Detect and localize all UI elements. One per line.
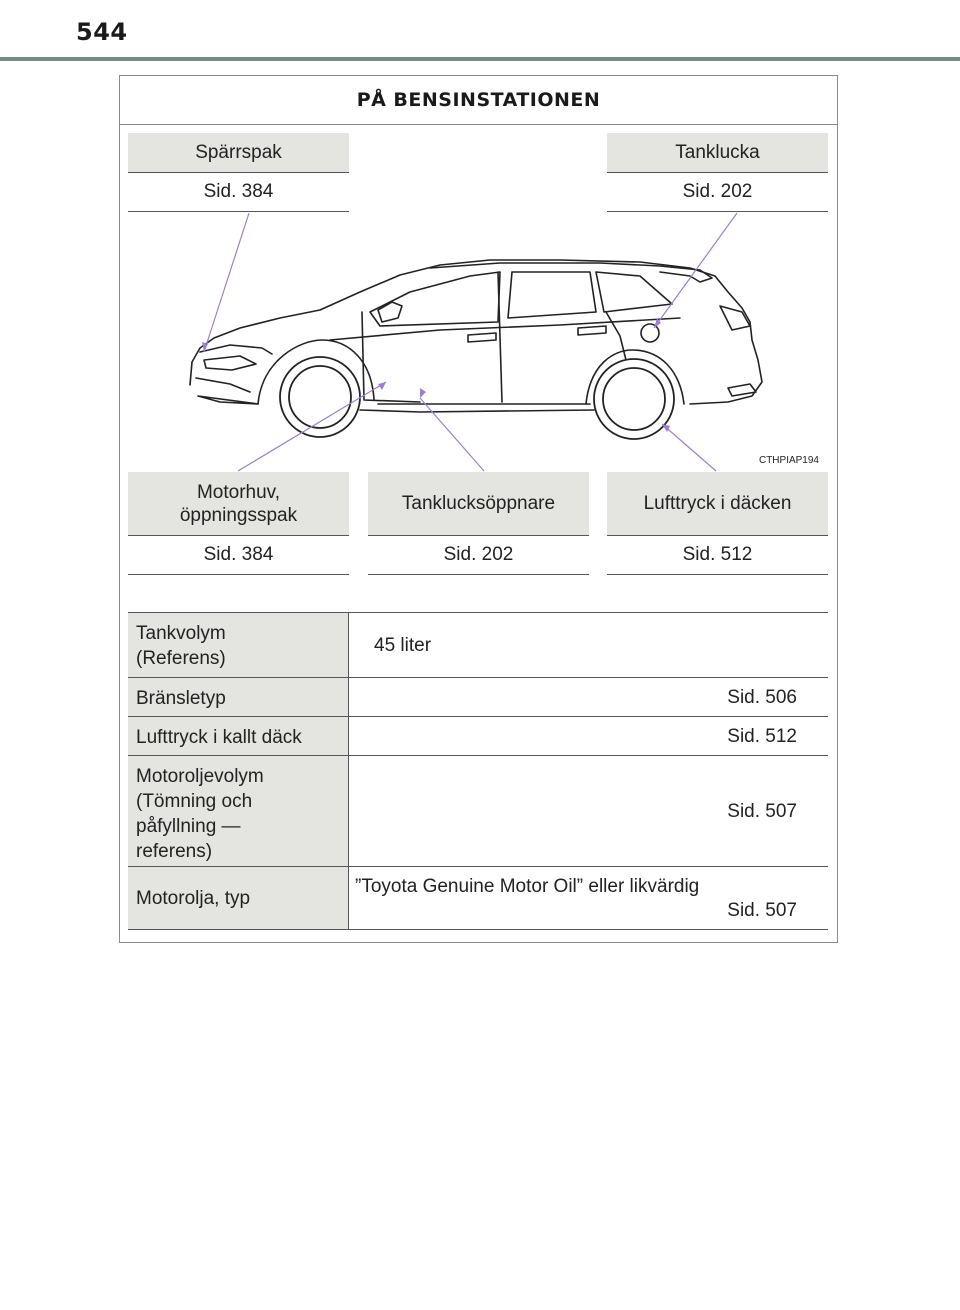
callout-ref-tanklucksoppnare[interactable]: Sid. 202: [368, 536, 589, 575]
callout-label-motorhuv: [128, 472, 349, 536]
spec-table: [128, 612, 828, 930]
spec-row-bransletyp: [128, 678, 828, 717]
spec-label: Tankvolym (Referens): [128, 613, 349, 677]
header-rule: [0, 57, 960, 61]
spec-value-ref[interactable]: Sid. 507: [727, 900, 797, 921]
spec-value: [349, 717, 828, 755]
callout-label-tanklucksoppnare: Tanklucksöppnare: [368, 472, 589, 536]
spec-value-ref[interactable]: Sid. 506: [727, 687, 797, 708]
page-number: 544: [76, 18, 128, 46]
spec-label: Bränsletyp: [128, 678, 349, 716]
callout-ref-sparrspak[interactable]: Sid. 384: [128, 173, 349, 212]
spec-label: Lufttryck i kallt däck: [128, 717, 349, 755]
callout-ref-tanklucka[interactable]: Sid. 202: [607, 173, 828, 212]
spec-row-lufttryck: [128, 717, 828, 756]
spec-value-text: 45 liter: [374, 635, 432, 656]
callout-label-motorhuv-text: Motorhuv, öppningsspak: [179, 481, 298, 526]
section-title: PÅ BENSINSTATIONEN: [120, 76, 837, 125]
callout-ref-lufttryck[interactable]: Sid. 512: [607, 536, 828, 575]
spec-label-text: Motorolja, typ: [136, 887, 251, 909]
spec-value: [349, 613, 828, 677]
callout-label-lufttryck: Lufttryck i däcken: [607, 472, 828, 536]
figure-code: CTHPIAP194: [758, 455, 819, 466]
spec-value-text: ”Toyota Genuine Motor Oil” eller likvärdig: [355, 876, 700, 897]
spec-value: [349, 678, 828, 716]
callout-ref-motorhuv[interactable]: Sid. 384: [128, 536, 349, 575]
callout-label-sparrspak: Spärrspak: [128, 133, 349, 173]
callout-label-tanklucka: Tanklucka: [607, 133, 828, 173]
spec-row-motorolja-typ: [128, 867, 828, 930]
spec-value: [349, 867, 828, 929]
spec-label: Motoroljevolym (Tömning och påfyllning — referens): [128, 756, 349, 866]
spec-row-tankvolym: [128, 613, 828, 678]
spec-value-ref[interactable]: Sid. 512: [727, 726, 797, 747]
spec-value: [349, 756, 828, 866]
spec-value-ref[interactable]: Sid. 507: [727, 801, 797, 822]
spec-label: [128, 867, 349, 929]
spec-row-motoroljevolym: [128, 756, 828, 867]
